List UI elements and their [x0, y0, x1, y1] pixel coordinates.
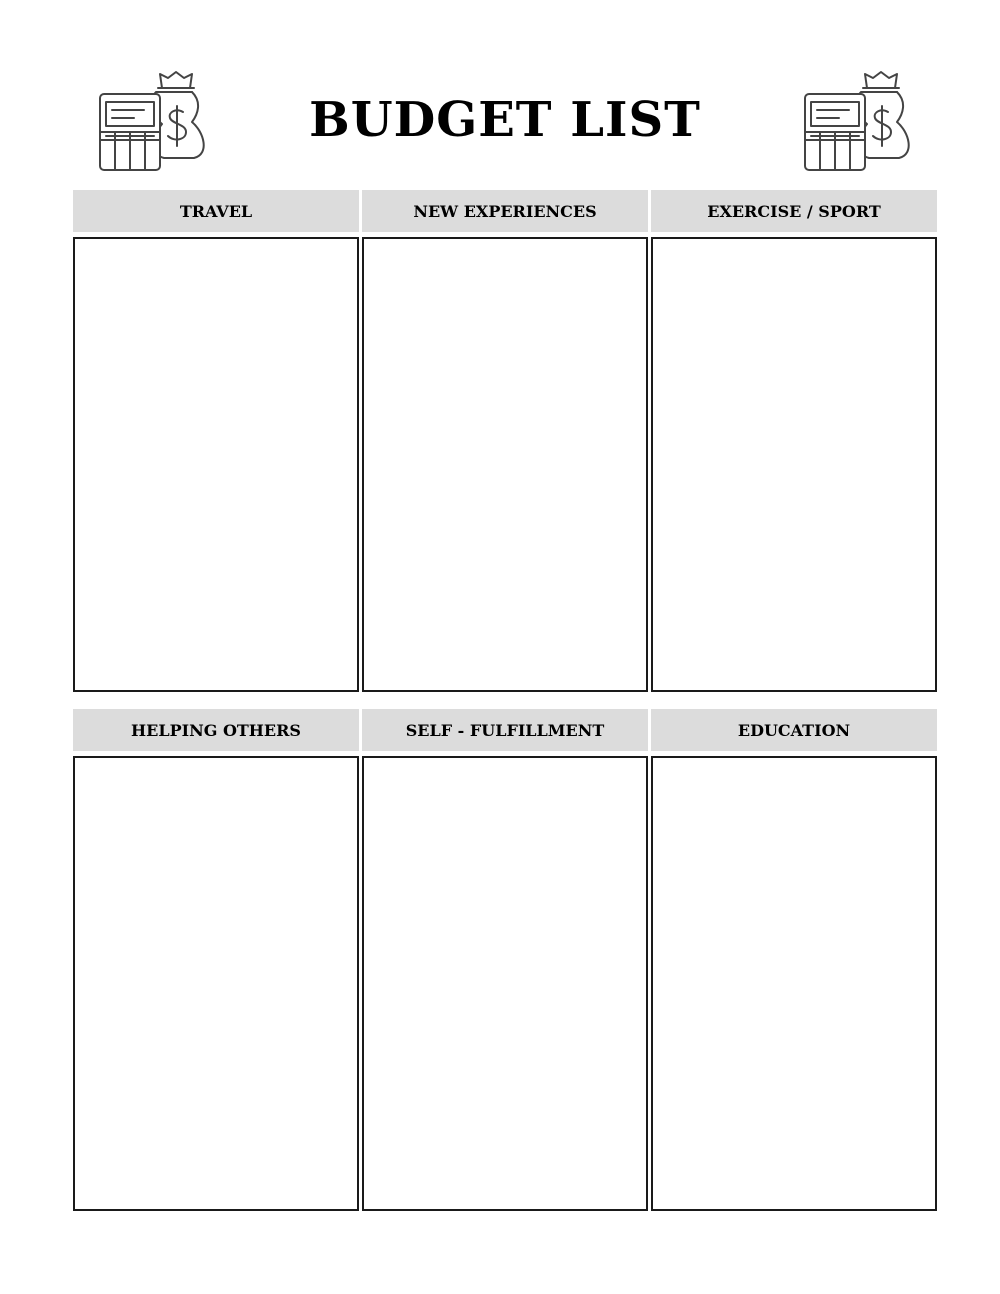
calculator-money-bag-icon [98, 62, 208, 177]
category-box-travel[interactable] [73, 237, 359, 692]
category-box-new-experiences[interactable] [362, 237, 648, 692]
category-box-exercise-sport[interactable] [651, 237, 937, 692]
category-header-helping-others: HELPING OTHERS [73, 709, 359, 751]
page-title: BUDGET LIST [309, 92, 701, 148]
category-box-self-fulfillment[interactable] [362, 756, 648, 1211]
category-header-exercise-sport: EXERCISE / SPORT [651, 190, 937, 232]
category-header-travel: TRAVEL [73, 190, 359, 232]
category-box-helping-others[interactable] [73, 756, 359, 1211]
category-box-education[interactable] [651, 756, 937, 1211]
category-header-education: EDUCATION [651, 709, 937, 751]
calculator-money-bag-icon [803, 62, 913, 177]
category-header-self-fulfillment: SELF - FULFILLMENT [362, 709, 648, 751]
category-header-new-experiences: NEW EXPERIENCES [362, 190, 648, 232]
